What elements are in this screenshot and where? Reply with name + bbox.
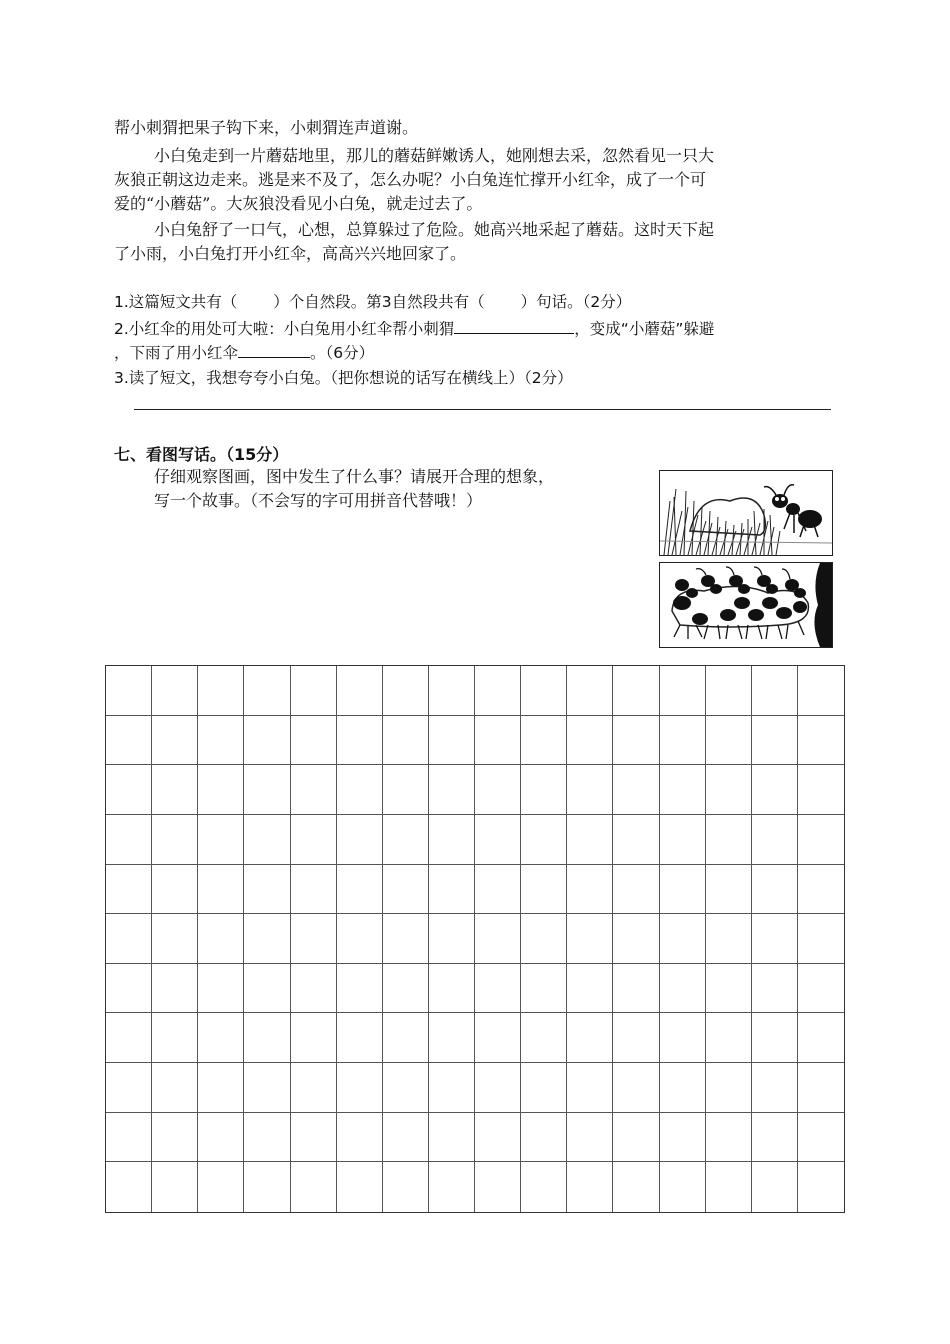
- grid-cell[interactable]: [383, 914, 429, 964]
- grid-cell[interactable]: [475, 765, 521, 815]
- grid-cell[interactable]: [152, 1063, 198, 1113]
- grid-cell[interactable]: [198, 914, 244, 964]
- picture-ant-finds-food: [659, 470, 833, 556]
- grid-cell[interactable]: [383, 1063, 429, 1113]
- grid-cell[interactable]: [106, 914, 152, 964]
- grid-cell[interactable]: [660, 1162, 706, 1212]
- question-2-part-a: 2.小红伞的用处可大啦：小白兔用小红伞帮小刺猬: [114, 320, 455, 338]
- story-paragraph-2-line-1: 小白兔走到一片蘑菇地里，那儿的蘑菇鲜嫩诱人，她刚想去采，忽然看见一只大: [154, 146, 715, 165]
- question-2-part-b: ，变成“小蘑菇”躲避: [574, 320, 715, 338]
- grid-cell[interactable]: [521, 716, 567, 766]
- question-1: [114, 292, 631, 312]
- grid-cell[interactable]: [429, 716, 475, 766]
- grid-cell[interactable]: [660, 1063, 706, 1113]
- grid-cell[interactable]: [152, 914, 198, 964]
- grid-cell[interactable]: [291, 765, 337, 815]
- grid-cell[interactable]: [429, 964, 475, 1014]
- grid-cell[interactable]: [567, 1113, 613, 1163]
- question-2-line-2: [114, 343, 374, 363]
- grid-cell[interactable]: [798, 1013, 844, 1063]
- grid-cell[interactable]: [798, 1113, 844, 1163]
- grid-cell[interactable]: [291, 1013, 337, 1063]
- grid-cell[interactable]: [660, 1113, 706, 1163]
- grid-cell[interactable]: [567, 964, 613, 1014]
- grid-cell[interactable]: [198, 865, 244, 915]
- grid-cell[interactable]: [798, 1162, 844, 1212]
- grid-cell[interactable]: [752, 1162, 798, 1212]
- grid-cell[interactable]: [152, 765, 198, 815]
- grid-cell[interactable]: [337, 815, 383, 865]
- grid-cell[interactable]: [152, 1162, 198, 1212]
- grid-cell[interactable]: [244, 1013, 290, 1063]
- grid-cell[interactable]: [706, 666, 752, 716]
- grid-cell[interactable]: [613, 1063, 659, 1113]
- question-2-line-1: [114, 319, 714, 339]
- grid-cell[interactable]: [613, 666, 659, 716]
- grid-cell[interactable]: [106, 1013, 152, 1063]
- grid-cell[interactable]: [567, 765, 613, 815]
- grid-cell[interactable]: [613, 765, 659, 815]
- grid-cell[interactable]: [752, 1063, 798, 1113]
- grid-cell[interactable]: [106, 666, 152, 716]
- grid-cell[interactable]: [752, 964, 798, 1014]
- section-7-title: 七、看图写话。（15分）: [114, 445, 289, 464]
- grid-cell[interactable]: [291, 964, 337, 1014]
- grid-cell[interactable]: [198, 815, 244, 865]
- grid-cell[interactable]: [798, 964, 844, 1014]
- grid-cell[interactable]: [521, 815, 567, 865]
- grid-cell[interactable]: [244, 666, 290, 716]
- grid-cell[interactable]: [383, 815, 429, 865]
- grid-cell[interactable]: [383, 765, 429, 815]
- grid-cell[interactable]: [613, 1162, 659, 1212]
- grid-cell[interactable]: [244, 1063, 290, 1113]
- story-paragraph-3-line-1: 小白兔舒了一口气，心想，总算躲过了危险。她高兴地采起了蘑菇。这时天下起: [154, 220, 715, 239]
- grid-cell[interactable]: [613, 964, 659, 1014]
- grid-cell[interactable]: [106, 865, 152, 915]
- grid-cell[interactable]: [752, 666, 798, 716]
- grid-cell[interactable]: [752, 865, 798, 915]
- grid-cell[interactable]: [706, 914, 752, 964]
- grid-cell[interactable]: [291, 1162, 337, 1212]
- grid-cell[interactable]: [244, 765, 290, 815]
- grid-cell[interactable]: [244, 1162, 290, 1212]
- grid-cell[interactable]: [475, 815, 521, 865]
- grid-cell[interactable]: [291, 815, 337, 865]
- grid-cell[interactable]: [337, 1113, 383, 1163]
- story-paragraph-3-line-2: 了小雨，小白兔打开小红伞，高高兴兴地回家了。: [114, 244, 467, 263]
- grid-cell[interactable]: [798, 765, 844, 815]
- grid-cell[interactable]: [429, 1063, 475, 1113]
- question-1-part-c: ）句话。（2分）: [520, 293, 632, 311]
- grid-cell[interactable]: [106, 964, 152, 1014]
- grid-cell[interactable]: [152, 666, 198, 716]
- grid-cell[interactable]: [567, 865, 613, 915]
- grid-cell[interactable]: [660, 765, 706, 815]
- grid-cell[interactable]: [198, 1162, 244, 1212]
- grid-cell[interactable]: [337, 1013, 383, 1063]
- grid-cell[interactable]: [383, 716, 429, 766]
- grid-cell[interactable]: [521, 1063, 567, 1113]
- grid-cell[interactable]: [660, 666, 706, 716]
- grid-cell[interactable]: [521, 964, 567, 1014]
- grid-cell[interactable]: [337, 1162, 383, 1212]
- grid-cell[interactable]: [429, 865, 475, 915]
- grid-cell[interactable]: [613, 1013, 659, 1063]
- grid-cell[interactable]: [706, 1113, 752, 1163]
- grid-cell[interactable]: [244, 964, 290, 1014]
- grid-cell[interactable]: [337, 865, 383, 915]
- story-paragraph-2-line-3: 爱的“小蘑菇”。大灰狼没看见小白兔，就走过去了。: [114, 194, 483, 213]
- question-3: 3.读了短文，我想夸夸小白兔。（把你想说的话写在横线上）（2分）: [114, 369, 573, 387]
- grid-cell[interactable]: [429, 666, 475, 716]
- grid-cell[interactable]: [291, 914, 337, 964]
- grid-cell[interactable]: [244, 914, 290, 964]
- grid-cell[interactable]: [337, 914, 383, 964]
- grid-cell[interactable]: [429, 1162, 475, 1212]
- grid-cell[interactable]: [337, 765, 383, 815]
- grid-cell[interactable]: [660, 865, 706, 915]
- grid-cell[interactable]: [244, 815, 290, 865]
- ant-finds-food-illustration: [660, 471, 832, 555]
- grid-cell[interactable]: [706, 765, 752, 815]
- grid-cell[interactable]: [798, 815, 844, 865]
- grid-cell[interactable]: [475, 865, 521, 915]
- grid-cell[interactable]: [429, 1113, 475, 1163]
- grid-cell[interactable]: [244, 1113, 290, 1163]
- writing-grid[interactable]: [105, 665, 845, 1213]
- question-1-part-a: 1.这篇短文共有（: [114, 293, 238, 311]
- grid-cell[interactable]: [706, 1063, 752, 1113]
- grid-cell[interactable]: [798, 666, 844, 716]
- grid-cell[interactable]: [660, 964, 706, 1014]
- grid-cell[interactable]: [198, 666, 244, 716]
- grid-cell[interactable]: [567, 716, 613, 766]
- ants-carry-food-illustration: [660, 563, 832, 647]
- grid-cell[interactable]: [475, 1113, 521, 1163]
- grid-cell[interactable]: [152, 1113, 198, 1163]
- section-7-instruction-line-1: 仔细观察图画，图中发生了什么事？请展开合理的想象，: [154, 467, 555, 486]
- grid-cell[interactable]: [106, 1063, 152, 1113]
- grid-cell[interactable]: [752, 716, 798, 766]
- grid-cell[interactable]: [337, 716, 383, 766]
- grid-cell[interactable]: [106, 716, 152, 766]
- grid-cell[interactable]: [337, 666, 383, 716]
- grid-cell[interactable]: [198, 964, 244, 1014]
- grid-cell[interactable]: [613, 914, 659, 964]
- grid-cell[interactable]: [152, 815, 198, 865]
- grid-cell[interactable]: [798, 716, 844, 766]
- grid-cell[interactable]: [152, 716, 198, 766]
- grid-cell[interactable]: [706, 1162, 752, 1212]
- story-paragraph-2-line-2: 灰狼正朝这边走来。逃是来不及了，怎么办呢？小白兔连忙撑开小红伞，成了一个可: [114, 170, 707, 189]
- grid-cell[interactable]: [244, 716, 290, 766]
- grid-cell[interactable]: [475, 1013, 521, 1063]
- grid-cell[interactable]: [291, 666, 337, 716]
- question-2-part-d: 。（6分）: [310, 344, 375, 362]
- grid-cell[interactable]: [798, 914, 844, 964]
- question-3-answer-line[interactable]: [134, 409, 831, 410]
- grid-cell[interactable]: [521, 914, 567, 964]
- q2-answer-blank-2[interactable]: [238, 343, 310, 358]
- q2-answer-blank-1[interactable]: [454, 319, 574, 334]
- grid-cell[interactable]: [613, 865, 659, 915]
- grid-cell[interactable]: [198, 765, 244, 815]
- grid-cell[interactable]: [521, 1113, 567, 1163]
- grid-cell[interactable]: [475, 914, 521, 964]
- grid-cell[interactable]: [475, 666, 521, 716]
- grid-cell[interactable]: [752, 914, 798, 964]
- grid-cell[interactable]: [106, 815, 152, 865]
- grid-cell[interactable]: [752, 1113, 798, 1163]
- grid-cell[interactable]: [383, 1162, 429, 1212]
- grid-cell[interactable]: [291, 865, 337, 915]
- grid-cell[interactable]: [798, 1063, 844, 1113]
- grid-cell[interactable]: [521, 666, 567, 716]
- grid-cell[interactable]: [337, 964, 383, 1014]
- grid-cell[interactable]: [567, 1063, 613, 1113]
- grid-cell[interactable]: [752, 765, 798, 815]
- grid-cell[interactable]: [706, 964, 752, 1014]
- grid-cell[interactable]: [521, 1162, 567, 1212]
- grid-cell[interactable]: [613, 815, 659, 865]
- grid-cell[interactable]: [521, 765, 567, 815]
- grid-cell[interactable]: [383, 666, 429, 716]
- grid-cell[interactable]: [521, 1013, 567, 1063]
- grid-cell[interactable]: [337, 1063, 383, 1113]
- grid-cell[interactable]: [706, 865, 752, 915]
- grid-cell[interactable]: [660, 914, 706, 964]
- grid-cell[interactable]: [613, 716, 659, 766]
- grid-cell[interactable]: [660, 716, 706, 766]
- grid-cell[interactable]: [429, 914, 475, 964]
- grid-cell[interactable]: [106, 1162, 152, 1212]
- grid-cell[interactable]: [660, 1013, 706, 1063]
- grid-cell[interactable]: [752, 1013, 798, 1063]
- grid-cell[interactable]: [475, 716, 521, 766]
- grid-cell[interactable]: [798, 865, 844, 915]
- grid-cell[interactable]: [613, 1113, 659, 1163]
- grid-cell[interactable]: [244, 865, 290, 915]
- grid-cell[interactable]: [475, 964, 521, 1014]
- grid-cell[interactable]: [198, 716, 244, 766]
- picture-ants-carry-food: [659, 562, 833, 648]
- grid-cell[interactable]: [567, 914, 613, 964]
- story-paragraph-1-tail: 帮小刺猬把果子钩下来，小刺猬连声道谢。: [114, 118, 419, 137]
- grid-cell[interactable]: [706, 716, 752, 766]
- grid-cell[interactable]: [521, 865, 567, 915]
- grid-cell[interactable]: [706, 1013, 752, 1063]
- grid-cell[interactable]: [291, 1113, 337, 1163]
- grid-cell[interactable]: [198, 1013, 244, 1063]
- grid-cell[interactable]: [152, 865, 198, 915]
- grid-cell[interactable]: [198, 1113, 244, 1163]
- grid-cell[interactable]: [383, 1013, 429, 1063]
- grid-cell[interactable]: [567, 815, 613, 865]
- grid-cell[interactable]: [291, 716, 337, 766]
- grid-cell[interactable]: [475, 1063, 521, 1113]
- grid-cell[interactable]: [429, 765, 475, 815]
- grid-cell[interactable]: [383, 964, 429, 1014]
- question-1-part-b: ）个自然段。第3自然段共有（: [273, 293, 485, 311]
- grid-cell[interactable]: [383, 865, 429, 915]
- grid-cell[interactable]: [475, 1162, 521, 1212]
- grid-cell[interactable]: [429, 1013, 475, 1063]
- grid-cell[interactable]: [429, 815, 475, 865]
- grid-cell[interactable]: [567, 1162, 613, 1212]
- grid-cell[interactable]: [106, 1113, 152, 1163]
- grid-cell[interactable]: [567, 666, 613, 716]
- section-7-instruction-line-2: 写一个故事。（不会写的字可用拼音代替哦！）: [154, 491, 483, 510]
- grid-cell[interactable]: [291, 1063, 337, 1113]
- grid-cell[interactable]: [198, 1063, 244, 1113]
- grid-cell[interactable]: [152, 1013, 198, 1063]
- grid-cell[interactable]: [383, 1113, 429, 1163]
- grid-cell[interactable]: [152, 964, 198, 1014]
- grid-cell[interactable]: [106, 765, 152, 815]
- grid-cell[interactable]: [660, 815, 706, 865]
- question-2-part-c: ，下雨了用小红伞: [114, 344, 239, 362]
- grid-cell[interactable]: [706, 815, 752, 865]
- grid-cell[interactable]: [567, 1013, 613, 1063]
- grid-cell[interactable]: [752, 815, 798, 865]
